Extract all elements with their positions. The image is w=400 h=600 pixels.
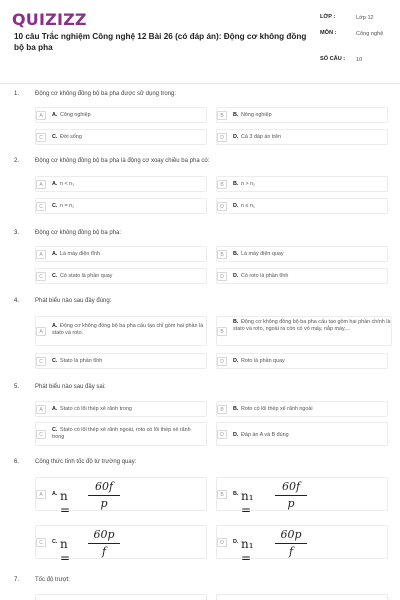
option-text: Stato là phần tĩnh [60, 358, 103, 364]
q6-option-b[interactable] [216, 477, 388, 517]
option-label: A. [52, 181, 58, 187]
option-letter-box: D [217, 133, 227, 142]
q6-option-a[interactable] [35, 477, 207, 517]
worksheet-header [0, 0, 400, 84]
option-label: D. [233, 358, 239, 364]
q5-option-d[interactable] [216, 422, 388, 446]
q2-option-b[interactable] [216, 176, 388, 192]
option-text: Roto có lõi thép xẻ rãnh ngoài [241, 406, 313, 412]
fraction-denominator: p [100, 497, 108, 510]
option-letter-box: C [36, 538, 46, 547]
option-letter-box: C [36, 430, 46, 439]
question-text: Công thức tính tốc độ từ trường quay: [35, 459, 137, 465]
meta-subject-value: Công nghệ [356, 31, 384, 37]
option-label: A. [52, 491, 58, 497]
formula-lhs: n = [60, 537, 71, 565]
option-letter-box: D [217, 202, 227, 211]
option-text: n ≤ n₁ [241, 203, 255, 209]
q3-option-d[interactable] [216, 268, 388, 284]
fraction-denominator: f [288, 545, 294, 558]
option-text: Công nghiệp [60, 112, 91, 118]
q1-option-b[interactable] [216, 107, 388, 123]
option-label: D. [233, 134, 239, 140]
option-text: Là máy điện tĩnh [60, 251, 100, 257]
fraction-bar [88, 495, 120, 496]
option-letter-box: B [217, 180, 227, 189]
question-text: Phát biểu nào sau đây sai: [35, 384, 106, 390]
option-text: Động cơ không đồng bộ ba pha cấu tạo gồm hai phần chính là stato và roto, ngoài ra còn có vỏ máy, nắp máy,... [233, 319, 391, 332]
option-label: A. [52, 323, 58, 329]
q7-option-a-partial[interactable] [35, 594, 207, 600]
option-label: B. [233, 406, 239, 412]
q1-option-a[interactable] [35, 107, 207, 123]
option-label: D. [233, 432, 239, 438]
option-label: C. [52, 273, 58, 279]
option-text: Động cơ không đồng bộ ba pha cấu tạo chỉ gồm hai phần là stato và roto. [52, 323, 204, 336]
meta-grade-key: LỚP : [320, 14, 336, 20]
option-label: C. [52, 358, 58, 364]
option-text: n > n₁ [241, 181, 255, 187]
option-text: Nông nghiệp [241, 112, 272, 118]
option-letter-box: C [36, 133, 46, 142]
option-label: B. [233, 319, 239, 325]
option-text: Stato có lõi thép xẻ rãnh trong [60, 406, 132, 412]
question-text: Động cơ không đồng bộ ba pha được sử dụng trong: [35, 91, 176, 97]
option-letter-box: A [36, 111, 46, 120]
fraction-bar [88, 543, 120, 544]
option-letter-box: B [217, 327, 227, 336]
question-text: Tốc độ trượt: [35, 577, 70, 583]
q3-option-c[interactable] [35, 268, 207, 284]
option-letter-box: D [217, 430, 227, 439]
fraction-numerator: 60f [94, 480, 114, 493]
worksheet-title: 10 câu Trắc nghiệm Công nghệ 12 Bài 26 (có đáp án): Động cơ không đồng bộ ba pha [14, 32, 307, 52]
option-text: Là máy điện quay [241, 251, 284, 257]
question-number: 5. [14, 384, 20, 390]
option-letter-box: D [217, 272, 227, 281]
option-letter-box: A [36, 327, 46, 336]
q1-option-c[interactable] [35, 129, 207, 145]
question-number: 3. [14, 230, 20, 236]
question-text: Phát biểu nào sau đây đúng: [35, 298, 112, 304]
option-text: Stato có lõi thép xẻ rãnh ngoài, roto có lõi thép xẻ rãnh trong [52, 427, 191, 440]
option-letter-box: A [36, 490, 46, 499]
q2-option-a[interactable] [35, 176, 207, 192]
meta-grade-value: Lớp 12 [356, 15, 374, 21]
option-label: C. [52, 203, 58, 209]
q5-option-c[interactable] [35, 422, 207, 446]
option-label: B. [233, 251, 239, 257]
option-text: Có stato là phần quay [60, 273, 113, 279]
q4-option-a[interactable] [35, 316, 207, 346]
option-label: D. [233, 539, 239, 545]
q5-option-b[interactable] [216, 401, 388, 417]
fraction-numerator: 60f [281, 480, 301, 493]
option-letter-box: C [36, 357, 46, 366]
question-text: Động cơ không đồng bộ ba pha: [35, 230, 122, 236]
q6-option-c[interactable] [35, 525, 207, 565]
q7-option-b-partial[interactable] [216, 594, 388, 600]
option-letter-box: A [36, 180, 46, 189]
option-letter-box: D [217, 538, 227, 547]
question-number: 1. [14, 91, 20, 97]
option-letter-box: A [36, 405, 46, 414]
option-label: D. [233, 273, 239, 279]
q4-option-b[interactable] [216, 316, 392, 346]
q5-option-a[interactable] [35, 401, 207, 417]
option-label: C. [52, 427, 58, 433]
fraction-denominator: f [101, 545, 107, 558]
q2-option-d[interactable] [216, 198, 388, 214]
option-text: n = n₁ [60, 203, 74, 209]
meta-count-value: 10 [356, 57, 363, 63]
formula-lhs: n₁ = [241, 537, 254, 565]
option-letter-box: B [217, 490, 227, 499]
option-label: D. [233, 203, 239, 209]
q6-option-d[interactable] [216, 525, 388, 565]
fraction-denominator: p [287, 497, 295, 510]
option-text: n < n₁ [60, 181, 74, 187]
fraction-bar [275, 543, 307, 544]
option-letter-box: C [36, 202, 46, 211]
option-letter-box: B [217, 405, 227, 414]
q3-option-b[interactable] [216, 246, 388, 262]
question-number: 6. [14, 459, 20, 465]
meta-subject-key: MÔN : [320, 30, 337, 36]
option-label: A. [52, 251, 58, 257]
option-label: B. [233, 491, 239, 497]
q1-option-d[interactable] [216, 129, 388, 145]
option-letter-box: B [217, 250, 227, 259]
option-letter-box: B [217, 111, 227, 120]
question-number: 2. [14, 158, 20, 164]
quizizz-logo: QUIZIZZ [12, 10, 87, 29]
option-text: Đời sống [60, 134, 82, 140]
option-letter-box: A [36, 250, 46, 259]
meta-count-key: SỐ CÂU : [320, 56, 346, 62]
option-label: C. [52, 539, 58, 545]
option-text: Cả 3 đáp án trên [241, 134, 282, 140]
question-text: Động cơ không đồng bộ ba pha là động cơ xoay chiều ba pha có: [35, 158, 210, 164]
option-label: B. [233, 181, 239, 187]
option-label: A. [52, 112, 58, 118]
option-letter-box: C [36, 272, 46, 281]
option-label: C. [52, 134, 58, 140]
formula-lhs: n₁ = [241, 489, 254, 517]
option-text: Roto là phần quay [241, 358, 285, 364]
question-number: 4. [14, 298, 20, 304]
q4-option-c[interactable] [35, 353, 207, 369]
formula-lhs: n = [60, 489, 71, 517]
q2-option-c[interactable] [35, 198, 207, 214]
option-label: B. [233, 112, 239, 118]
option-label: A. [52, 406, 58, 412]
option-text: Có roto là phần tĩnh [241, 273, 289, 279]
fraction-numerator: 60p [280, 528, 302, 541]
question-number: 7. [14, 577, 20, 583]
q3-option-a[interactable] [35, 246, 207, 262]
fraction-bar [275, 495, 307, 496]
fraction-numerator: 60p [93, 528, 115, 541]
option-letter-box: D [217, 357, 227, 366]
q4-option-d[interactable] [216, 353, 388, 369]
option-text: Đáp án A và B đúng [241, 432, 289, 438]
